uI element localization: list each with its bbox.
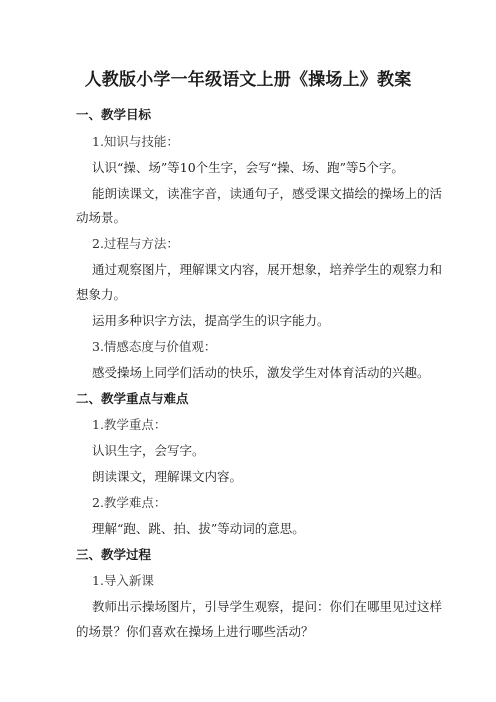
paragraph: 能朗读课文，读准字音，读通句子，感受课文描绘的操场上的活 [92,186,443,201]
paragraph-continuation: 动场景。 [76,210,127,225]
paragraph-continuation: 的场景？你们喜欢在操场上进行哪些活动？ [76,624,314,639]
subheading-knowledge-skills: 1.知识与技能： [92,134,179,149]
paragraph: 理解“跑、跳、拍、拔”等动词的意思。 [92,521,305,536]
paragraph-continuation: 想象力。 [76,287,127,302]
paragraph: 教师出示操场图片，引导学生观察，提问：你们在哪里见过这样 [92,599,443,614]
paragraph: 认识“操、场”等10个生字，会写“操、场、跑”等5个字。 [92,160,404,175]
subheading-process-methods: 2.过程与方法： [92,236,179,251]
subheading-attitude-values: 3.情感态度与价值观： [92,339,217,354]
subheading-difficulties: 2.教学难点： [92,495,167,510]
document-title: 人教版小学一年级语文上册《操场上》教案 [84,70,412,90]
paragraph: 感受操场上同学们活动的快乐，激发学生对体育活动的兴趣。 [92,365,430,380]
paragraph: 朗读课文，理解课文内容。 [92,469,243,484]
section-heading-key-points: 二、教学重点与难点 [76,391,189,406]
paragraph: 运用多种识字方法，提高学生的识字能力。 [92,313,330,328]
paragraph: 通过观察图片，理解课文内容，展开想象，培养学生的观察力和 [92,262,443,277]
section-heading-process: 三、教学过程 [76,547,152,562]
subheading-key-points: 1.教学重点： [92,417,167,432]
subheading-introduction: 1.导入新课 [92,573,154,588]
paragraph: 认识生字，会写字。 [92,443,205,458]
section-heading-objectives: 一、教学目标 [76,107,152,122]
